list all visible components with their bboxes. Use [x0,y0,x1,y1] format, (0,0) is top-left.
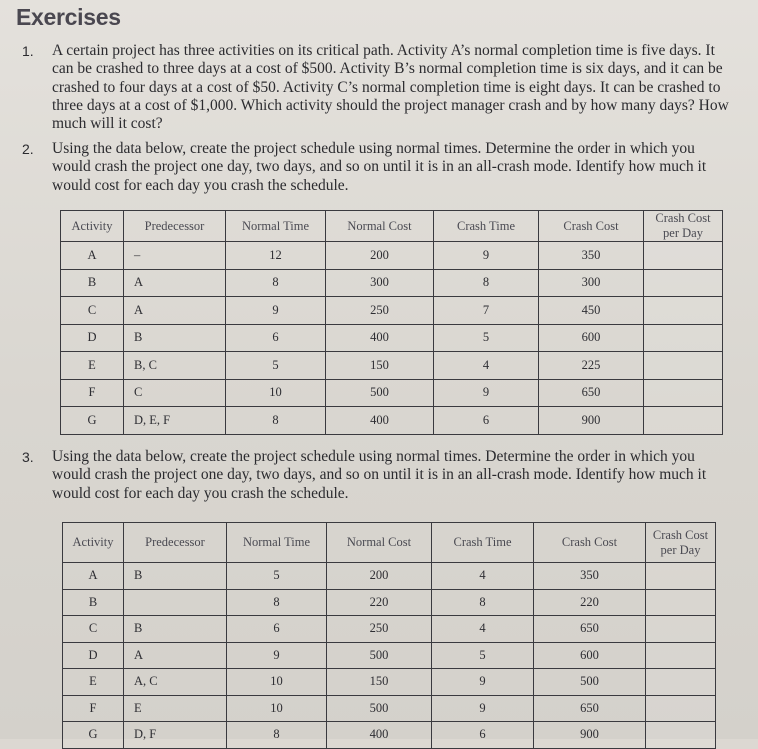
table-row [63,722,716,749]
table-cell [646,642,716,669]
table-cell: 150 [326,352,434,380]
table-cell: 220 [534,589,646,616]
table-row [63,616,716,643]
table-cell [644,352,723,380]
table-cell: C [61,297,124,325]
table-cell: 9 [434,379,539,407]
table-cell: 650 [534,616,646,643]
exercise-text: A certain project has three activities on its critical path. Activity A’s normal completion time is five days. It can be crashed to three days at a cost of $500. Activity B’s normal completion time is six days, and it can be crashed to four days at a cost of $50. Activity C’s normal completion time is eight days. It can be crashed to three days at a cost of $1,000. Which activity should the project manager crash and by how many days? How much will it cost? [52,42,729,133]
column-header: Activity [61,211,124,242]
table-cell: D, F [124,722,227,749]
table-cell: 600 [539,324,644,352]
column-header: Predecessor [124,211,226,242]
column-header: Normal Time [227,523,327,563]
table-cell: C [63,616,124,643]
table-cell: 5 [434,324,539,352]
exercise-number: 3. [22,449,34,465]
table-cell: 9 [227,642,327,669]
table-row [63,563,716,590]
table-cell: 10 [227,695,327,722]
exercise-1 [22,42,734,133]
table-cell: 225 [539,352,644,380]
column-header: Crash Cost [534,523,646,563]
table-cell: D, E, F [124,407,226,435]
table-cell: 650 [539,379,644,407]
table-row [63,642,716,669]
table-cell: 200 [327,563,432,590]
table-header-row [63,523,716,563]
table-cell: A [61,242,124,270]
table-cell: G [63,722,124,749]
table-cell: B [63,589,124,616]
table-cell: B [124,563,227,590]
section-heading: Exercises [16,4,121,30]
table-cell: F [61,379,124,407]
table-cell: 7 [434,297,539,325]
table-cell: 500 [327,695,432,722]
table-cell: A [124,297,226,325]
column-header: Crash Time [434,211,539,242]
table-cell: 4 [432,616,534,643]
column-header: Activity [63,523,124,563]
table-cell: F [63,695,124,722]
table-cell: 500 [326,379,434,407]
table-cell: 400 [326,324,434,352]
table-cell: G [61,407,124,435]
table-cell: 500 [327,642,432,669]
table-cell: A, C [124,669,227,696]
table-cell [124,589,227,616]
table-cell [644,297,723,325]
table-row [63,669,716,696]
table-cell: 4 [432,563,534,590]
table-cell: 900 [539,407,644,435]
table-cell: A [63,563,124,590]
table-cell: 8 [434,269,539,297]
table-cell: 500 [534,669,646,696]
table-cell: – [124,242,226,270]
exercise-number: 1. [22,43,34,59]
table-cell: 9 [432,669,534,696]
column-header: Normal Cost [327,523,432,563]
table-row [61,379,723,407]
table-cell: 300 [326,269,434,297]
table-cell [646,722,716,749]
table-cell: 450 [539,297,644,325]
table-cell: 200 [326,242,434,270]
exercise-text: Using the data below, create the project schedule using normal times. Determine the order in which you would crash the project one day, two days, and so on until it is in an all-crash mode. Identify how much it would cost for each day you crash the schedule. [52,448,707,502]
table-row [61,324,723,352]
table-cell: 250 [327,616,432,643]
table-cell: A [124,642,227,669]
table-cell: 220 [327,589,432,616]
table-cell: 9 [432,695,534,722]
exercise-text: Using the data below, create the project schedule using normal times. Determine the order in which you would crash the project one day, two days, and so on until it is in an all-crash mode. Identify how much it would cost for each day you crash the schedule. [52,140,707,194]
table-cell: 6 [432,722,534,749]
column-header: Crash Cost per Day [646,523,716,563]
table-cell [644,407,723,435]
table-cell: 350 [539,242,644,270]
table-cell: 400 [326,407,434,435]
table-cell: B [124,616,227,643]
table-cell: 12 [226,242,326,270]
table-cell: 6 [226,324,326,352]
table-cell [644,242,723,270]
table-cell: D [63,642,124,669]
table-cell: E [124,695,227,722]
table-cell: 9 [434,242,539,270]
column-header: Normal Cost [326,211,434,242]
table-header-row [61,211,723,242]
column-header: Normal Time [226,211,326,242]
table-cell: 6 [227,616,327,643]
column-header: Predecessor [124,523,227,563]
table-cell [646,695,716,722]
table-cell: 8 [226,269,326,297]
table-cell: 150 [327,669,432,696]
table-row [61,269,723,297]
table-cell: A [124,269,226,297]
table-cell [646,563,716,590]
table-cell [644,324,723,352]
table-cell: 6 [434,407,539,435]
table-cell: 9 [226,297,326,325]
table-cell: C [124,379,226,407]
table-cell: B [61,269,124,297]
table-cell [644,379,723,407]
table-row [61,242,723,270]
exercise-2 [22,140,734,195]
table-cell: B, C [124,352,226,380]
table-row [63,589,716,616]
exercise-3-table [62,522,716,749]
table-cell: 5 [227,563,327,590]
table-row [63,695,716,722]
table-cell: 8 [432,589,534,616]
table-row [61,297,723,325]
table-cell: 900 [534,722,646,749]
table-cell [646,669,716,696]
table-cell: D [61,324,124,352]
exercise-3 [22,448,734,503]
exercise-number: 2. [22,141,34,157]
column-header: Crash Time [432,523,534,563]
table-cell: 350 [534,563,646,590]
table-cell: 8 [227,722,327,749]
table-cell: 300 [539,269,644,297]
table-cell: 5 [432,642,534,669]
table-cell [646,589,716,616]
table-cell: 10 [227,669,327,696]
table-row [61,407,723,435]
table-cell: 600 [534,642,646,669]
table-cell [644,269,723,297]
exercise-2-table [60,210,723,435]
table-cell [646,616,716,643]
table-cell: 8 [227,589,327,616]
table-cell: 250 [326,297,434,325]
table-row [61,352,723,380]
column-header: Crash Cost [539,211,644,242]
table-cell: 400 [327,722,432,749]
table-cell: 4 [434,352,539,380]
table-cell: 8 [226,407,326,435]
table-cell: B [124,324,226,352]
column-header: Crash Cost per Day [644,211,723,242]
table-cell: E [61,352,124,380]
table-cell: 650 [534,695,646,722]
table-cell: E [63,669,124,696]
table-cell: 10 [226,379,326,407]
table-cell: 5 [226,352,326,380]
